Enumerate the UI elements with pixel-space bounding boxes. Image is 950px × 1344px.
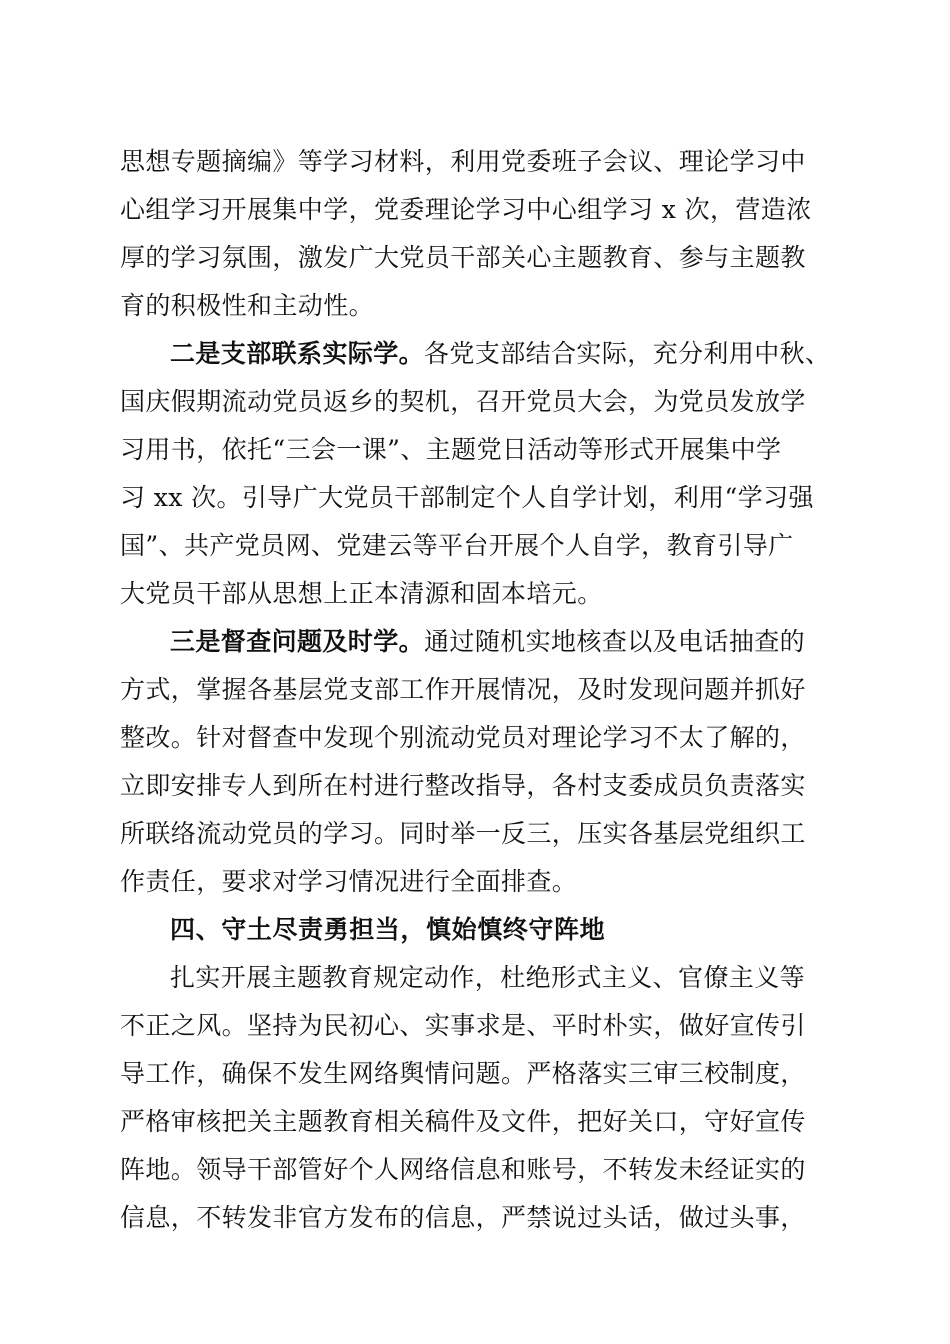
paragraph-1-line-1: 思想专题摘编》等学习材料，利用党委班子会议、理论学习中 bbox=[120, 147, 806, 176]
paragraph-2-line-1-rest: 各党支部结合实际，充分利用中秋、 bbox=[424, 339, 831, 368]
paragraph-2-line-1 bbox=[170, 332, 830, 376]
paragraph-4-line-6: 信息，不转发非官方发布的信息，严禁说过头话，做过头事， bbox=[120, 1203, 806, 1232]
paragraph-4-line-3: 导工作，确保不发生网络舆情问题。严格落实三审三校制度， bbox=[120, 1059, 806, 1088]
paragraph-3-line-6: 作责任，要求对学习情况进行全面排查。 bbox=[120, 867, 578, 896]
paragraph-1-line-3: 厚的学习氛围，激发广大党员干部关心主题教育、参与主题教 bbox=[120, 243, 806, 272]
paragraph-3-line-1-rest: 通过随机实地核查以及电话抽查的 bbox=[424, 627, 806, 656]
paragraph-3-line-2: 方式，掌握各基层党支部工作开展情况，及时发现问题并抓好 bbox=[120, 675, 806, 704]
section-heading-4: 四、守土尽责勇担当，慎始慎终守阵地 bbox=[170, 915, 606, 944]
paragraph-3-lead: 三是督查问题及时学。 bbox=[170, 627, 425, 656]
paragraph-4-line-1: 扎实开展主题教育规定动作，杜绝形式主义、官僚主义等 bbox=[170, 963, 806, 992]
paragraph-2-line-4: 习 xx 次。引导广大党员干部制定个人自学计划，利用“学习强 bbox=[120, 483, 814, 512]
paragraph-1-line-4: 育的积极性和主动性。 bbox=[120, 291, 375, 320]
paragraph-2-line-5: 国”、共产党员网、党建云等平台开展个人自学，教育引导广 bbox=[120, 531, 794, 560]
paragraph-2-line-6: 大党员干部从思想上正本清源和固本培元。 bbox=[120, 579, 603, 608]
paragraph-3-line-5: 所联络流动党员的学习。同时举一反三，压实各基层党组织工 bbox=[120, 819, 806, 848]
paragraph-4-line-2: 不正之风。坚持为民初心、实事求是、平时朴实，做好宣传引 bbox=[120, 1011, 806, 1040]
paragraph-3-line-4: 立即安排专人到所在村进行整改指导，各村支委成员负责落实 bbox=[120, 771, 806, 800]
paragraph-3-line-3: 整改。针对督查中发现个别流动党员对理论学习不太了解的， bbox=[120, 723, 806, 752]
paragraph-2-line-2: 国庆假期流动党员返乡的契机，召开党员大会，为党员发放学 bbox=[120, 387, 806, 416]
paragraph-1-line-2: 心组学习开展集中学，党委理论学习中心组学习 x 次，营造浓 bbox=[120, 195, 812, 224]
paragraph-2-lead: 二是支部联系实际学。 bbox=[170, 339, 425, 368]
paragraph-4-line-5: 阵地。领导干部管好个人网络信息和账号，不转发未经证实的 bbox=[120, 1155, 806, 1184]
paragraph-3-line-1 bbox=[170, 620, 830, 664]
paragraph-2-line-3: 习用书，依托“三会一课”、主题党日活动等形式开展集中学 bbox=[120, 435, 782, 464]
paragraph-4-line-4: 严格审核把关主题教育相关稿件及文件，把好关口，守好宣传 bbox=[120, 1107, 806, 1136]
